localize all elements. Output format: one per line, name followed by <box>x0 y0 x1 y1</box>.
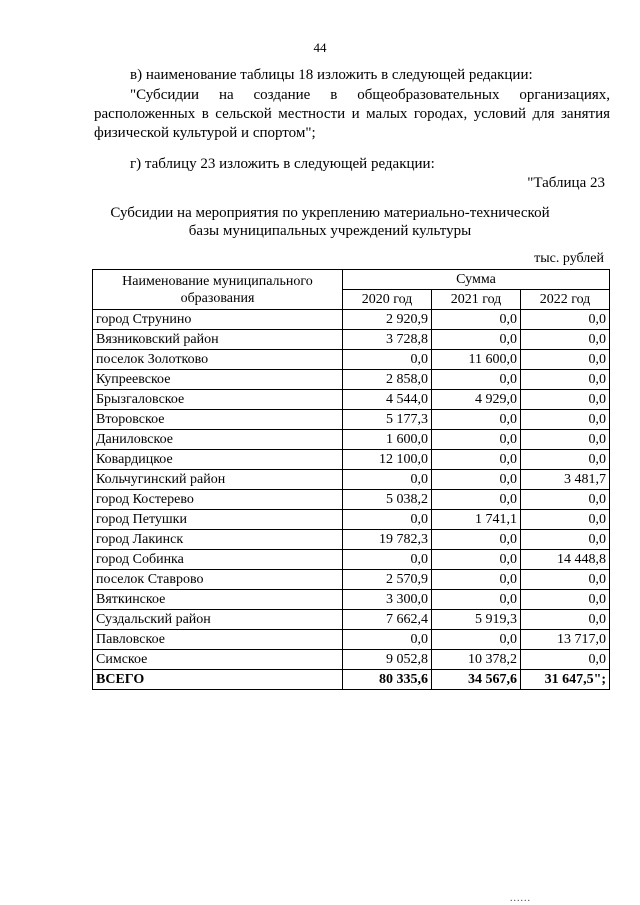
amount-2022: 0,0 <box>521 410 610 430</box>
municipality-name: Суздальский район <box>93 610 343 630</box>
amount-2021: 1 741,1 <box>432 510 521 530</box>
header-municipality: Наименование муниципального образования <box>93 270 343 310</box>
table-row <box>93 650 610 670</box>
municipality-name: поселок Золотково <box>93 350 343 370</box>
amount-2022: 0,0 <box>521 490 610 510</box>
amount-2022: 0,0 <box>521 650 610 670</box>
amount-2022: 0,0 <box>521 390 610 410</box>
table-caption-line-2: базы муниципальных учреждений культуры <box>188 223 472 239</box>
municipality-name: Ковардицкое <box>93 450 343 470</box>
amount-2021: 0,0 <box>432 550 521 570</box>
municipality-name: Даниловское <box>93 430 343 450</box>
table-row <box>93 470 610 490</box>
amount-2021: 0,0 <box>432 450 521 470</box>
amount-2020: 4 544,0 <box>343 390 432 410</box>
municipality-name: город Собинка <box>93 550 343 570</box>
table-row <box>93 570 610 590</box>
header-sum: Сумма <box>343 270 610 290</box>
table-body <box>93 310 610 690</box>
amount-2020: 5 038,2 <box>343 490 432 510</box>
amount-2020: 12 100,0 <box>343 450 432 470</box>
municipality-name: Второвское <box>93 410 343 430</box>
amount-2022: 0,0 <box>521 590 610 610</box>
amount-2021: 0,0 <box>432 330 521 350</box>
amount-2022: 0,0 <box>521 430 610 450</box>
amount-2020: 19 782,3 <box>343 530 432 550</box>
municipality-name: Вяткинское <box>93 590 343 610</box>
municipality-name: город Костерево <box>93 490 343 510</box>
amount-2022: 0,0 <box>521 570 610 590</box>
table-label: "Таблица 23 <box>527 175 605 191</box>
table-row <box>93 610 610 630</box>
amount-2022: 0,0 <box>521 610 610 630</box>
amount-2022: 0,0 <box>521 310 610 330</box>
amount-2022: 13 717,0 <box>521 630 610 650</box>
header-year-2020: 2020 год <box>343 290 432 310</box>
amount-2021: 0,0 <box>432 530 521 550</box>
table-row <box>93 430 610 450</box>
footer-marks: ...... <box>510 893 531 904</box>
amount-2021: 0,0 <box>432 570 521 590</box>
amount-2020: 3 728,8 <box>343 330 432 350</box>
table-row <box>93 390 610 410</box>
amount-2022: 0,0 <box>521 370 610 390</box>
amount-2022: 0,0 <box>521 330 610 350</box>
table-row <box>93 630 610 650</box>
amount-2022: 0,0 <box>521 510 610 530</box>
amount-2022: 3 481,7 <box>521 470 610 490</box>
municipality-name: город Лакинск <box>93 530 343 550</box>
amount-2020: 0,0 <box>343 510 432 530</box>
table-row <box>93 590 610 610</box>
amount-2021: 0,0 <box>432 370 521 390</box>
municipality-name: Брызгаловское <box>93 390 343 410</box>
amount-2020: 2 570,9 <box>343 570 432 590</box>
table-row <box>93 370 610 390</box>
table-row <box>93 550 610 570</box>
municipality-name: Вязниковский район <box>93 330 343 350</box>
paragraph-g-intro: г) таблицу 23 изложить в следующей редакции: <box>130 156 435 172</box>
header-year-2021: 2021 год <box>432 290 521 310</box>
quote-line-1: "Субсидии на создание в общеобразовательных организациях, <box>130 87 610 103</box>
amount-2020: 0,0 <box>343 350 432 370</box>
units-label: тыс. рублей <box>534 251 604 266</box>
amount-2021: 4 929,0 <box>432 390 521 410</box>
table-row <box>93 510 610 530</box>
table-caption-line-1: Субсидии на мероприятия по укреплению материально-технической <box>110 205 550 221</box>
amount-2022: 14 448,8 <box>521 550 610 570</box>
municipality-name: Павловское <box>93 630 343 650</box>
table-row <box>93 490 610 510</box>
amount-2020: 0,0 <box>343 630 432 650</box>
municipality-name: Купреевское <box>93 370 343 390</box>
municipality-name: Симское <box>93 650 343 670</box>
table-row <box>93 530 610 550</box>
municipality-name: город Петушки <box>93 510 343 530</box>
amount-2021: 10 378,2 <box>432 650 521 670</box>
amount-2020: 1 600,0 <box>343 430 432 450</box>
amount-2020: 7 662,4 <box>343 610 432 630</box>
amount-2022: 31 647,5"; <box>521 670 610 690</box>
amount-2021: 0,0 <box>432 490 521 510</box>
table-row <box>93 330 610 350</box>
amount-2021: 0,0 <box>432 470 521 490</box>
amount-2020: 3 300,0 <box>343 590 432 610</box>
amount-2021: 0,0 <box>432 410 521 430</box>
municipality-name: поселок Ставрово <box>93 570 343 590</box>
table-row <box>93 450 610 470</box>
amount-2021: 0,0 <box>432 430 521 450</box>
header-year-2022: 2022 год <box>521 290 610 310</box>
table-row <box>93 310 610 330</box>
amount-2021: 5 919,3 <box>432 610 521 630</box>
amount-2021: 11 600,0 <box>432 350 521 370</box>
subsidies-table <box>92 269 610 690</box>
quote-line-2: расположенных в сельской местности и малых городах, условий для занятия <box>94 106 610 122</box>
amount-2020: 0,0 <box>343 470 432 490</box>
table-total-row <box>93 670 610 690</box>
amount-2021: 0,0 <box>432 630 521 650</box>
table-row <box>93 350 610 370</box>
amount-2021: 0,0 <box>432 310 521 330</box>
table-row <box>93 410 610 430</box>
paragraph-v-intro: в) наименование таблицы 18 изложить в следующей редакции: <box>130 67 533 83</box>
amount-2022: 0,0 <box>521 450 610 470</box>
amount-2022: 0,0 <box>521 530 610 550</box>
amount-2020: 9 052,8 <box>343 650 432 670</box>
municipality-name: Кольчугинский район <box>93 470 343 490</box>
amount-2020: 2 920,9 <box>343 310 432 330</box>
municipality-name: город Струнино <box>93 310 343 330</box>
amount-2020: 80 335,6 <box>343 670 432 690</box>
page-number: 44 <box>313 40 327 55</box>
amount-2020: 0,0 <box>343 550 432 570</box>
total-label: ВСЕГО <box>93 670 343 690</box>
amount-2020: 5 177,3 <box>343 410 432 430</box>
quote-line-3: физической культурой и спортом"; <box>94 125 316 141</box>
amount-2022: 0,0 <box>521 350 610 370</box>
amount-2021: 34 567,6 <box>432 670 521 690</box>
amount-2021: 0,0 <box>432 590 521 610</box>
amount-2020: 2 858,0 <box>343 370 432 390</box>
